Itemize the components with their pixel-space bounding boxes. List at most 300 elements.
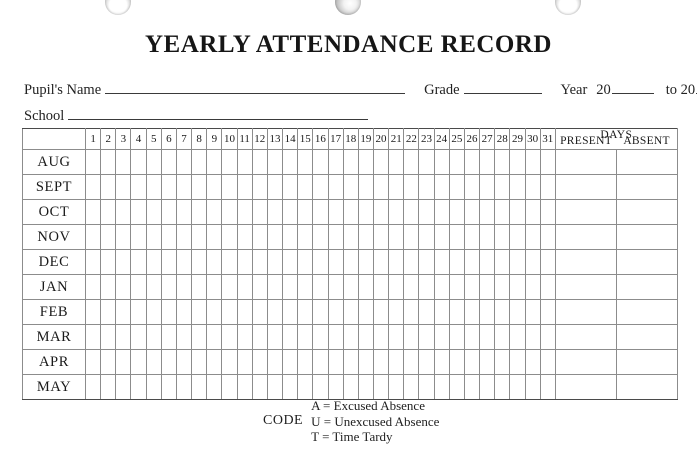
attendance-cell[interactable] bbox=[207, 275, 222, 300]
attendance-cell[interactable] bbox=[116, 300, 131, 325]
attendance-cell[interactable] bbox=[495, 150, 510, 175]
attendance-cell[interactable] bbox=[540, 275, 555, 300]
attendance-cell[interactable] bbox=[101, 350, 116, 375]
attendance-cell[interactable] bbox=[419, 275, 434, 300]
attendance-cell[interactable] bbox=[480, 250, 495, 275]
attendance-cell[interactable] bbox=[146, 250, 161, 275]
attendance-cell[interactable] bbox=[313, 250, 328, 275]
attendance-cell[interactable] bbox=[146, 275, 161, 300]
attendance-cell[interactable] bbox=[495, 300, 510, 325]
attendance-cell[interactable] bbox=[495, 200, 510, 225]
attendance-cell[interactable] bbox=[464, 225, 479, 250]
attendance-cell[interactable] bbox=[207, 375, 222, 400]
attendance-cell[interactable] bbox=[101, 300, 116, 325]
attendance-cell[interactable] bbox=[267, 350, 282, 375]
attendance-cell[interactable] bbox=[419, 300, 434, 325]
attendance-cell[interactable] bbox=[373, 375, 388, 400]
days-absent-cell[interactable] bbox=[616, 350, 677, 375]
attendance-cell[interactable] bbox=[131, 325, 146, 350]
attendance-cell[interactable] bbox=[101, 150, 116, 175]
school-input[interactable] bbox=[68, 106, 368, 120]
attendance-cell[interactable] bbox=[449, 300, 464, 325]
attendance-cell[interactable] bbox=[207, 175, 222, 200]
attendance-cell[interactable] bbox=[404, 325, 419, 350]
attendance-cell[interactable] bbox=[525, 350, 540, 375]
attendance-cell[interactable] bbox=[252, 350, 267, 375]
attendance-cell[interactable] bbox=[389, 350, 404, 375]
attendance-cell[interactable] bbox=[404, 275, 419, 300]
attendance-cell[interactable] bbox=[298, 200, 313, 225]
attendance-cell[interactable] bbox=[358, 300, 373, 325]
attendance-cell[interactable] bbox=[116, 325, 131, 350]
attendance-cell[interactable] bbox=[192, 325, 207, 350]
attendance-cell[interactable] bbox=[480, 200, 495, 225]
attendance-cell[interactable] bbox=[343, 200, 358, 225]
attendance-cell[interactable] bbox=[404, 150, 419, 175]
attendance-cell[interactable] bbox=[404, 250, 419, 275]
attendance-cell[interactable] bbox=[101, 200, 116, 225]
days-present-cell[interactable] bbox=[555, 275, 616, 300]
attendance-cell[interactable] bbox=[449, 150, 464, 175]
attendance-cell[interactable] bbox=[404, 200, 419, 225]
attendance-cell[interactable] bbox=[131, 175, 146, 200]
attendance-cell[interactable] bbox=[298, 350, 313, 375]
attendance-cell[interactable] bbox=[464, 350, 479, 375]
attendance-cell[interactable] bbox=[252, 175, 267, 200]
attendance-cell[interactable] bbox=[373, 225, 388, 250]
attendance-cell[interactable] bbox=[116, 375, 131, 400]
attendance-cell[interactable] bbox=[480, 375, 495, 400]
attendance-cell[interactable] bbox=[540, 250, 555, 275]
attendance-cell[interactable] bbox=[373, 275, 388, 300]
attendance-cell[interactable] bbox=[464, 300, 479, 325]
attendance-cell[interactable] bbox=[434, 375, 449, 400]
attendance-cell[interactable] bbox=[192, 300, 207, 325]
attendance-cell[interactable] bbox=[146, 200, 161, 225]
days-absent-cell[interactable] bbox=[616, 375, 677, 400]
attendance-cell[interactable] bbox=[449, 325, 464, 350]
attendance-cell[interactable] bbox=[237, 275, 252, 300]
attendance-cell[interactable] bbox=[358, 325, 373, 350]
attendance-cell[interactable] bbox=[373, 175, 388, 200]
attendance-cell[interactable] bbox=[161, 275, 176, 300]
attendance-cell[interactable] bbox=[540, 375, 555, 400]
attendance-cell[interactable] bbox=[161, 375, 176, 400]
days-absent-cell[interactable] bbox=[616, 225, 677, 250]
attendance-cell[interactable] bbox=[328, 225, 343, 250]
attendance-cell[interactable] bbox=[298, 175, 313, 200]
attendance-cell[interactable] bbox=[176, 225, 191, 250]
attendance-cell[interactable] bbox=[252, 375, 267, 400]
attendance-cell[interactable] bbox=[146, 175, 161, 200]
attendance-cell[interactable] bbox=[237, 350, 252, 375]
attendance-cell[interactable] bbox=[252, 150, 267, 175]
attendance-cell[interactable] bbox=[480, 350, 495, 375]
attendance-cell[interactable] bbox=[207, 200, 222, 225]
attendance-cell[interactable] bbox=[404, 225, 419, 250]
attendance-cell[interactable] bbox=[86, 300, 101, 325]
attendance-cell[interactable] bbox=[434, 300, 449, 325]
attendance-cell[interactable] bbox=[328, 300, 343, 325]
attendance-cell[interactable] bbox=[464, 275, 479, 300]
attendance-cell[interactable] bbox=[510, 300, 525, 325]
attendance-cell[interactable] bbox=[267, 225, 282, 250]
attendance-cell[interactable] bbox=[207, 150, 222, 175]
days-absent-cell[interactable] bbox=[616, 200, 677, 225]
attendance-cell[interactable] bbox=[222, 150, 237, 175]
attendance-cell[interactable] bbox=[373, 200, 388, 225]
days-absent-cell[interactable] bbox=[616, 325, 677, 350]
attendance-cell[interactable] bbox=[480, 325, 495, 350]
attendance-cell[interactable] bbox=[267, 175, 282, 200]
days-present-cell[interactable] bbox=[555, 150, 616, 175]
attendance-cell[interactable] bbox=[358, 225, 373, 250]
attendance-cell[interactable] bbox=[343, 225, 358, 250]
attendance-cell[interactable] bbox=[449, 175, 464, 200]
attendance-cell[interactable] bbox=[540, 175, 555, 200]
attendance-cell[interactable] bbox=[464, 250, 479, 275]
attendance-cell[interactable] bbox=[434, 325, 449, 350]
attendance-cell[interactable] bbox=[525, 225, 540, 250]
attendance-cell[interactable] bbox=[298, 375, 313, 400]
attendance-cell[interactable] bbox=[480, 300, 495, 325]
attendance-cell[interactable] bbox=[252, 325, 267, 350]
attendance-cell[interactable] bbox=[404, 175, 419, 200]
attendance-cell[interactable] bbox=[116, 200, 131, 225]
attendance-cell[interactable] bbox=[86, 275, 101, 300]
attendance-cell[interactable] bbox=[328, 200, 343, 225]
attendance-cell[interactable] bbox=[464, 200, 479, 225]
attendance-cell[interactable] bbox=[192, 175, 207, 200]
attendance-cell[interactable] bbox=[222, 225, 237, 250]
attendance-cell[interactable] bbox=[540, 225, 555, 250]
attendance-cell[interactable] bbox=[86, 200, 101, 225]
attendance-cell[interactable] bbox=[176, 150, 191, 175]
attendance-cell[interactable] bbox=[464, 175, 479, 200]
attendance-cell[interactable] bbox=[146, 150, 161, 175]
attendance-cell[interactable] bbox=[328, 350, 343, 375]
attendance-cell[interactable] bbox=[101, 275, 116, 300]
attendance-cell[interactable] bbox=[86, 250, 101, 275]
attendance-cell[interactable] bbox=[222, 350, 237, 375]
attendance-cell[interactable] bbox=[283, 325, 298, 350]
attendance-cell[interactable] bbox=[373, 150, 388, 175]
attendance-cell[interactable] bbox=[252, 200, 267, 225]
attendance-cell[interactable] bbox=[525, 300, 540, 325]
grade-input[interactable] bbox=[464, 80, 542, 94]
attendance-cell[interactable] bbox=[419, 200, 434, 225]
attendance-cell[interactable] bbox=[373, 350, 388, 375]
attendance-cell[interactable] bbox=[434, 250, 449, 275]
attendance-cell[interactable] bbox=[343, 300, 358, 325]
attendance-cell[interactable] bbox=[343, 150, 358, 175]
days-present-cell[interactable] bbox=[555, 200, 616, 225]
attendance-cell[interactable] bbox=[313, 300, 328, 325]
attendance-cell[interactable] bbox=[389, 300, 404, 325]
attendance-cell[interactable] bbox=[86, 150, 101, 175]
attendance-cell[interactable] bbox=[313, 350, 328, 375]
attendance-cell[interactable] bbox=[222, 175, 237, 200]
attendance-cell[interactable] bbox=[419, 225, 434, 250]
days-absent-cell[interactable] bbox=[616, 250, 677, 275]
attendance-cell[interactable] bbox=[192, 225, 207, 250]
attendance-cell[interactable] bbox=[328, 175, 343, 200]
attendance-cell[interactable] bbox=[176, 375, 191, 400]
attendance-cell[interactable] bbox=[131, 225, 146, 250]
year-from-input[interactable] bbox=[612, 80, 654, 94]
attendance-cell[interactable] bbox=[343, 375, 358, 400]
attendance-cell[interactable] bbox=[101, 225, 116, 250]
attendance-cell[interactable] bbox=[161, 200, 176, 225]
attendance-cell[interactable] bbox=[343, 250, 358, 275]
attendance-cell[interactable] bbox=[116, 250, 131, 275]
days-present-cell[interactable] bbox=[555, 250, 616, 275]
attendance-cell[interactable] bbox=[373, 325, 388, 350]
attendance-cell[interactable] bbox=[389, 200, 404, 225]
days-present-cell[interactable] bbox=[555, 225, 616, 250]
attendance-cell[interactable] bbox=[480, 275, 495, 300]
days-absent-cell[interactable] bbox=[616, 150, 677, 175]
attendance-cell[interactable] bbox=[389, 175, 404, 200]
attendance-cell[interactable] bbox=[283, 200, 298, 225]
attendance-cell[interactable] bbox=[525, 200, 540, 225]
attendance-cell[interactable] bbox=[358, 275, 373, 300]
days-present-cell[interactable] bbox=[555, 300, 616, 325]
attendance-cell[interactable] bbox=[419, 175, 434, 200]
attendance-cell[interactable] bbox=[540, 300, 555, 325]
attendance-cell[interactable] bbox=[328, 375, 343, 400]
attendance-cell[interactable] bbox=[207, 350, 222, 375]
days-absent-cell[interactable] bbox=[616, 175, 677, 200]
attendance-cell[interactable] bbox=[101, 250, 116, 275]
attendance-cell[interactable] bbox=[389, 275, 404, 300]
attendance-cell[interactable] bbox=[510, 250, 525, 275]
attendance-cell[interactable] bbox=[540, 200, 555, 225]
attendance-cell[interactable] bbox=[116, 350, 131, 375]
attendance-cell[interactable] bbox=[116, 225, 131, 250]
attendance-cell[interactable] bbox=[464, 375, 479, 400]
attendance-cell[interactable] bbox=[495, 175, 510, 200]
attendance-cell[interactable] bbox=[434, 200, 449, 225]
attendance-cell[interactable] bbox=[404, 350, 419, 375]
days-present-cell[interactable] bbox=[555, 375, 616, 400]
attendance-cell[interactable] bbox=[86, 225, 101, 250]
attendance-cell[interactable] bbox=[495, 375, 510, 400]
attendance-cell[interactable] bbox=[131, 250, 146, 275]
attendance-cell[interactable] bbox=[495, 225, 510, 250]
attendance-cell[interactable] bbox=[252, 300, 267, 325]
attendance-cell[interactable] bbox=[495, 275, 510, 300]
attendance-cell[interactable] bbox=[252, 275, 267, 300]
attendance-cell[interactable] bbox=[328, 250, 343, 275]
attendance-cell[interactable] bbox=[343, 275, 358, 300]
attendance-cell[interactable] bbox=[464, 150, 479, 175]
attendance-cell[interactable] bbox=[480, 150, 495, 175]
attendance-cell[interactable] bbox=[343, 350, 358, 375]
attendance-cell[interactable] bbox=[419, 250, 434, 275]
attendance-cell[interactable] bbox=[267, 250, 282, 275]
attendance-cell[interactable] bbox=[525, 150, 540, 175]
attendance-cell[interactable] bbox=[222, 300, 237, 325]
attendance-cell[interactable] bbox=[222, 375, 237, 400]
attendance-cell[interactable] bbox=[464, 325, 479, 350]
attendance-cell[interactable] bbox=[419, 375, 434, 400]
days-absent-cell[interactable] bbox=[616, 300, 677, 325]
attendance-cell[interactable] bbox=[328, 150, 343, 175]
attendance-cell[interactable] bbox=[343, 325, 358, 350]
attendance-cell[interactable] bbox=[298, 325, 313, 350]
attendance-cell[interactable] bbox=[525, 375, 540, 400]
attendance-cell[interactable] bbox=[237, 200, 252, 225]
attendance-cell[interactable] bbox=[131, 200, 146, 225]
attendance-cell[interactable] bbox=[525, 175, 540, 200]
attendance-cell[interactable] bbox=[434, 225, 449, 250]
attendance-cell[interactable] bbox=[358, 200, 373, 225]
attendance-cell[interactable] bbox=[434, 175, 449, 200]
attendance-cell[interactable] bbox=[449, 200, 464, 225]
attendance-cell[interactable] bbox=[237, 250, 252, 275]
attendance-cell[interactable] bbox=[510, 350, 525, 375]
attendance-cell[interactable] bbox=[207, 300, 222, 325]
attendance-cell[interactable] bbox=[434, 150, 449, 175]
attendance-cell[interactable] bbox=[419, 325, 434, 350]
attendance-cell[interactable] bbox=[252, 225, 267, 250]
attendance-cell[interactable] bbox=[495, 250, 510, 275]
pupil-name-input[interactable] bbox=[105, 80, 405, 94]
attendance-cell[interactable] bbox=[237, 325, 252, 350]
attendance-cell[interactable] bbox=[313, 175, 328, 200]
attendance-cell[interactable] bbox=[146, 350, 161, 375]
attendance-cell[interactable] bbox=[510, 175, 525, 200]
attendance-cell[interactable] bbox=[298, 225, 313, 250]
attendance-cell[interactable] bbox=[525, 250, 540, 275]
attendance-cell[interactable] bbox=[283, 175, 298, 200]
attendance-cell[interactable] bbox=[222, 275, 237, 300]
attendance-cell[interactable] bbox=[131, 375, 146, 400]
attendance-cell[interactable] bbox=[237, 150, 252, 175]
attendance-cell[interactable] bbox=[101, 325, 116, 350]
attendance-cell[interactable] bbox=[449, 275, 464, 300]
attendance-cell[interactable] bbox=[389, 225, 404, 250]
attendance-cell[interactable] bbox=[161, 325, 176, 350]
attendance-cell[interactable] bbox=[207, 225, 222, 250]
attendance-cell[interactable] bbox=[86, 325, 101, 350]
attendance-cell[interactable] bbox=[480, 225, 495, 250]
attendance-cell[interactable] bbox=[449, 375, 464, 400]
attendance-cell[interactable] bbox=[176, 250, 191, 275]
attendance-cell[interactable] bbox=[389, 150, 404, 175]
attendance-cell[interactable] bbox=[222, 250, 237, 275]
attendance-cell[interactable] bbox=[283, 350, 298, 375]
attendance-cell[interactable] bbox=[298, 250, 313, 275]
attendance-cell[interactable] bbox=[313, 150, 328, 175]
attendance-cell[interactable] bbox=[86, 175, 101, 200]
attendance-cell[interactable] bbox=[358, 350, 373, 375]
attendance-cell[interactable] bbox=[267, 375, 282, 400]
attendance-cell[interactable] bbox=[192, 375, 207, 400]
attendance-cell[interactable] bbox=[510, 200, 525, 225]
attendance-cell[interactable] bbox=[237, 300, 252, 325]
attendance-cell[interactable] bbox=[161, 225, 176, 250]
attendance-cell[interactable] bbox=[510, 150, 525, 175]
attendance-cell[interactable] bbox=[283, 250, 298, 275]
attendance-cell[interactable] bbox=[176, 350, 191, 375]
attendance-cell[interactable] bbox=[101, 175, 116, 200]
attendance-cell[interactable] bbox=[176, 325, 191, 350]
attendance-cell[interactable] bbox=[358, 250, 373, 275]
attendance-cell[interactable] bbox=[389, 250, 404, 275]
attendance-cell[interactable] bbox=[192, 250, 207, 275]
attendance-cell[interactable] bbox=[404, 300, 419, 325]
attendance-cell[interactable] bbox=[222, 325, 237, 350]
attendance-cell[interactable] bbox=[389, 325, 404, 350]
attendance-cell[interactable] bbox=[131, 350, 146, 375]
attendance-cell[interactable] bbox=[176, 175, 191, 200]
attendance-cell[interactable] bbox=[101, 375, 116, 400]
attendance-cell[interactable] bbox=[131, 275, 146, 300]
attendance-cell[interactable] bbox=[207, 250, 222, 275]
attendance-cell[interactable] bbox=[525, 275, 540, 300]
attendance-cell[interactable] bbox=[540, 350, 555, 375]
attendance-cell[interactable] bbox=[449, 225, 464, 250]
attendance-cell[interactable] bbox=[237, 175, 252, 200]
attendance-cell[interactable] bbox=[525, 325, 540, 350]
attendance-cell[interactable] bbox=[192, 275, 207, 300]
attendance-cell[interactable] bbox=[298, 150, 313, 175]
attendance-cell[interactable] bbox=[389, 375, 404, 400]
attendance-cell[interactable] bbox=[540, 325, 555, 350]
attendance-cell[interactable] bbox=[510, 375, 525, 400]
attendance-cell[interactable] bbox=[283, 375, 298, 400]
attendance-cell[interactable] bbox=[373, 250, 388, 275]
attendance-cell[interactable] bbox=[283, 150, 298, 175]
attendance-cell[interactable] bbox=[449, 350, 464, 375]
attendance-cell[interactable] bbox=[192, 350, 207, 375]
attendance-cell[interactable] bbox=[283, 225, 298, 250]
attendance-cell[interactable] bbox=[510, 325, 525, 350]
attendance-cell[interactable] bbox=[510, 275, 525, 300]
days-absent-cell[interactable] bbox=[616, 275, 677, 300]
days-present-cell[interactable] bbox=[555, 175, 616, 200]
attendance-cell[interactable] bbox=[298, 300, 313, 325]
attendance-cell[interactable] bbox=[222, 200, 237, 225]
days-present-cell[interactable] bbox=[555, 350, 616, 375]
attendance-cell[interactable] bbox=[146, 300, 161, 325]
attendance-cell[interactable] bbox=[161, 250, 176, 275]
attendance-cell[interactable] bbox=[313, 375, 328, 400]
attendance-cell[interactable] bbox=[237, 375, 252, 400]
attendance-cell[interactable] bbox=[358, 150, 373, 175]
attendance-cell[interactable] bbox=[358, 375, 373, 400]
attendance-cell[interactable] bbox=[434, 350, 449, 375]
attendance-cell[interactable] bbox=[131, 300, 146, 325]
attendance-cell[interactable] bbox=[495, 350, 510, 375]
attendance-cell[interactable] bbox=[176, 200, 191, 225]
attendance-cell[interactable] bbox=[313, 225, 328, 250]
attendance-cell[interactable] bbox=[116, 175, 131, 200]
attendance-cell[interactable] bbox=[434, 275, 449, 300]
attendance-cell[interactable] bbox=[328, 325, 343, 350]
attendance-cell[interactable] bbox=[131, 150, 146, 175]
attendance-cell[interactable] bbox=[510, 225, 525, 250]
attendance-cell[interactable] bbox=[313, 275, 328, 300]
attendance-cell[interactable] bbox=[283, 275, 298, 300]
attendance-cell[interactable] bbox=[449, 250, 464, 275]
attendance-cell[interactable] bbox=[116, 275, 131, 300]
attendance-cell[interactable] bbox=[161, 175, 176, 200]
attendance-cell[interactable] bbox=[252, 250, 267, 275]
attendance-cell[interactable] bbox=[146, 375, 161, 400]
